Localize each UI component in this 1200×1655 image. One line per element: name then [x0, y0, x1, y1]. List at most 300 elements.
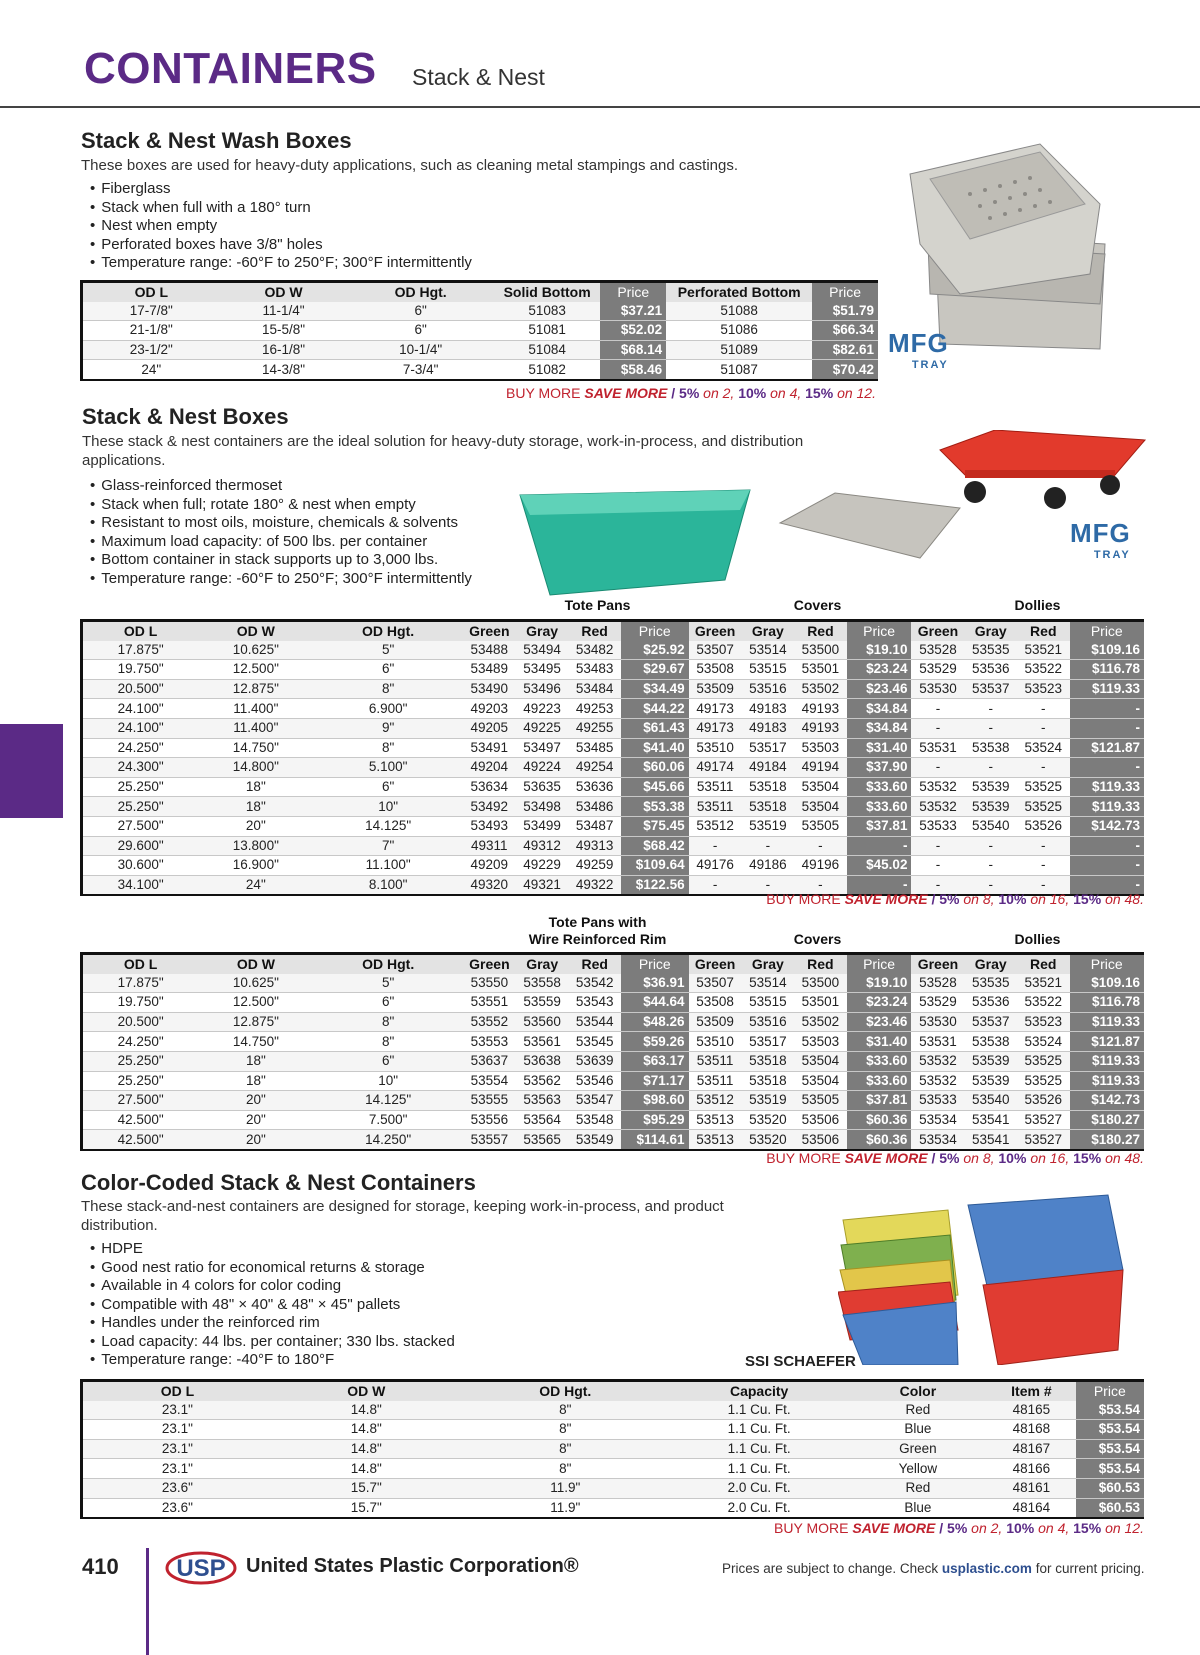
table-cell: 53503	[801, 739, 840, 755]
table-cell: -	[794, 875, 847, 895]
price-cell: $60.06	[621, 758, 689, 778]
table-cell: 23.6"	[161, 1499, 193, 1515]
table-cell: 53550	[463, 974, 516, 993]
mfg-tray-logo: MFG TRAY	[888, 328, 949, 371]
price-cell: $122.56	[621, 875, 689, 895]
price-cell: $45.02	[847, 856, 912, 876]
price-cell: $109.16	[1070, 641, 1144, 660]
table-cell: 53503	[801, 1033, 840, 1049]
table-cell: 53537	[964, 679, 1017, 699]
table-cell: 2.0 Cu. Ft.	[727, 1499, 791, 1515]
table-cell: 5.100"	[313, 758, 462, 778]
price-cell: $180.27	[1070, 1130, 1144, 1150]
table-cell: 16-1/8"	[220, 340, 348, 360]
group-covers: Covers	[793, 597, 842, 613]
table-cell: 53520	[742, 1130, 795, 1150]
column-header: Green	[689, 954, 742, 974]
price-cell: $75.45	[621, 816, 689, 836]
table-cell: 53515	[749, 661, 787, 677]
column-header: Gray	[516, 621, 569, 641]
table-row	[82, 816, 1145, 836]
table-row	[82, 1110, 1145, 1130]
table-cell: 53504	[794, 797, 847, 817]
price-cell: $44.64	[621, 993, 689, 1013]
table-cell: 53511	[696, 1072, 734, 1088]
table-cell: 21-1/8"	[129, 322, 173, 338]
table-cell: -	[1041, 857, 1046, 873]
table-cell: 49311	[463, 836, 516, 856]
table-cell: 53519	[749, 818, 787, 834]
table-cell: 53513	[696, 1112, 734, 1128]
header-rule	[0, 106, 1200, 108]
table-cell: 53485	[575, 739, 614, 755]
table-cell: 53499	[523, 818, 561, 834]
table-cell: 53541	[971, 1112, 1010, 1128]
price-cell: $33.60	[847, 777, 912, 797]
table-cell: 6"	[347, 302, 494, 321]
table-cell: 53540	[971, 818, 1010, 834]
table-cell: 53502	[794, 1012, 847, 1032]
table-cell: 53518	[749, 779, 787, 795]
table-cell: 11.9"	[550, 1499, 581, 1515]
table-cell: 8"	[461, 1401, 670, 1420]
pricing-note: Prices are subject to change. Check usplastic.com for current pricing.	[722, 1561, 1145, 1576]
table-row	[82, 1459, 1145, 1479]
price-cell: $116.78	[1070, 660, 1144, 680]
column-header: Green	[911, 621, 964, 641]
price-cell: -	[847, 875, 912, 895]
table-cell: 1.1 Cu. Ft.	[727, 1421, 791, 1437]
bullet: • Nest when empty	[90, 217, 472, 236]
table-cell: 42.500"	[117, 1112, 164, 1128]
bullet: • Available in 4 colors for color coding	[90, 1277, 455, 1296]
red-dolly-image	[935, 430, 1150, 515]
table-cell: 53505	[801, 818, 840, 834]
price-cell: $51.79	[812, 302, 878, 321]
table-cell: 17.875"	[82, 641, 199, 660]
table-cell: 53514	[742, 641, 795, 660]
svg-text:USP: USP	[176, 1555, 226, 1582]
table-cell: 53539	[971, 1072, 1010, 1088]
price-cell: $114.61	[621, 1130, 689, 1150]
table-cell: 53490	[463, 679, 516, 699]
table-cell: 6"	[414, 322, 427, 338]
table-cell: 8"	[313, 679, 462, 699]
table-cell: 12.500"	[232, 994, 279, 1010]
table-cell: 53534	[911, 1130, 964, 1150]
table-cell: 53554	[470, 1072, 509, 1088]
table-cell: 49205	[463, 718, 516, 738]
bullet: • Perforated boxes have 3/8" holes	[90, 236, 472, 255]
table-cell: 53542	[568, 974, 621, 993]
table-cell: 53538	[971, 1033, 1010, 1049]
table-cell: 14.8"	[350, 1421, 382, 1437]
column-header: Green	[463, 954, 516, 974]
page-subtitle: Stack & Nest	[412, 64, 545, 90]
table-cell: 49183	[742, 718, 795, 738]
price-cell: $31.40	[847, 738, 912, 758]
table-cell: 20"	[245, 1112, 266, 1128]
price-cell: $61.43	[621, 718, 689, 738]
table-row	[82, 1091, 1145, 1111]
table-cell: 53493	[470, 818, 509, 834]
table-row	[82, 1420, 1145, 1440]
table-cell: 53521	[1017, 641, 1070, 660]
table-row	[82, 302, 879, 321]
price-cell: $116.78	[1070, 993, 1144, 1013]
group-wire-1: Tote Pans with	[548, 914, 647, 930]
table-cell: 49173	[689, 718, 742, 738]
table-cell: 15.7"	[350, 1499, 382, 1515]
table-cell: 53531	[919, 1033, 957, 1049]
table-cell: 14.800"	[198, 758, 313, 778]
table-cell: 23.1"	[82, 1439, 272, 1459]
table-cell: 1.1 Cu. Ft.	[727, 1460, 791, 1476]
price-cell: $119.33	[1070, 679, 1144, 699]
table-cell: 29.600"	[82, 836, 199, 856]
column-header: Red	[794, 954, 847, 974]
table-cell: 53487	[575, 818, 614, 834]
table-row	[82, 856, 1145, 876]
price-cell: $60.53	[1076, 1498, 1144, 1518]
table-cell: 51086	[720, 322, 758, 338]
price-cell: $119.33	[1070, 797, 1144, 817]
bullet: • Compatible with 48" × 40" & 48" × 45" pallets	[90, 1296, 455, 1315]
table-cell: 5"	[313, 641, 462, 660]
table-cell: 53514	[742, 974, 795, 993]
footer-rule	[146, 1548, 149, 1655]
table-cell: 53562	[523, 1072, 561, 1088]
price-cell: $53.54	[1076, 1459, 1144, 1479]
table-cell: 53502	[794, 679, 847, 699]
column-header: OD W	[198, 621, 313, 641]
table-cell: 53513	[689, 1130, 742, 1150]
table-cell: 53489	[470, 661, 509, 677]
table-cell: 53529	[919, 661, 957, 677]
price-cell: $48.26	[621, 1012, 689, 1032]
table-cell: 49193	[801, 700, 840, 716]
column-header: Red	[794, 621, 847, 641]
table-cell: 53522	[1024, 661, 1063, 677]
price-cell: $31.40	[847, 1032, 912, 1052]
table-cell: Blue	[904, 1421, 932, 1437]
table-cell: 53527	[1017, 1130, 1070, 1150]
price-cell: $121.87	[1070, 738, 1144, 758]
price-cell: $70.42	[812, 360, 878, 380]
table-cell: 49176	[696, 857, 734, 873]
table-cell: 51084	[494, 340, 600, 360]
table-cell: 49320	[463, 875, 516, 895]
table-cell: 53522	[1024, 994, 1063, 1010]
column-header: Price	[1070, 954, 1144, 974]
table-cell: 14.8"	[272, 1401, 461, 1420]
table-cell: 49312	[516, 836, 569, 856]
table-cell: 23.1"	[82, 1401, 272, 1420]
price-cell: $142.73	[1070, 816, 1144, 836]
table-row	[82, 1439, 1145, 1459]
table-cell: 53557	[463, 1130, 516, 1150]
price-cell: $53.54	[1076, 1401, 1144, 1420]
table-cell: 49229	[523, 857, 561, 873]
table-cell: 53492	[463, 797, 516, 817]
table-cell: Green	[849, 1439, 988, 1459]
price-cell: $33.60	[847, 1051, 912, 1071]
mfg-tray-logo-2: MFG TRAY	[1070, 518, 1131, 561]
table-cell: 23.1"	[161, 1421, 193, 1437]
price-cell: $60.53	[1076, 1478, 1144, 1498]
table-cell: 20"	[198, 1130, 313, 1150]
price-cell: $23.24	[847, 993, 912, 1013]
table-cell: 53636	[575, 779, 614, 795]
price-cell: $119.33	[1070, 777, 1144, 797]
table-cell: 49209	[470, 857, 509, 873]
table-cell: 18"	[198, 797, 313, 817]
table-cell: 53528	[911, 641, 964, 660]
price-cell: $98.60	[621, 1091, 689, 1111]
color-bullets	[90, 1240, 455, 1370]
table-cell: 24.250"	[117, 1033, 164, 1049]
table-cell: 53497	[523, 739, 561, 755]
table-cell: 49322	[568, 875, 621, 895]
table-cell: 53501	[801, 994, 840, 1010]
table-cell: 14.750"	[232, 739, 279, 755]
table-cell: 53536	[971, 994, 1010, 1010]
table-cell: 53532	[911, 1051, 964, 1071]
table-cell: 53537	[964, 1012, 1017, 1032]
bullet: • Resistant to most oils, moisture, chemicals & solvents	[90, 514, 472, 533]
table-cell: 53508	[696, 661, 734, 677]
table-cell: 53511	[689, 1051, 742, 1071]
table-row	[82, 360, 879, 380]
price-cell: $121.87	[1070, 1032, 1144, 1052]
table-cell: 7.500"	[368, 1112, 408, 1128]
table-cell: 53521	[1017, 974, 1070, 993]
table-cell: 15.7"	[272, 1478, 461, 1498]
price-cell: $36.91	[621, 974, 689, 993]
table-cell: 53488	[463, 641, 516, 660]
table-cell: 49186	[749, 857, 787, 873]
column-header: Green	[463, 621, 516, 641]
table-cell: 53558	[516, 974, 569, 993]
table-cell: 25.250"	[82, 797, 199, 817]
table-cell: 24.250"	[117, 739, 164, 755]
table-row	[82, 1498, 1145, 1518]
table-cell: 10"	[378, 1072, 399, 1088]
table-cell: Blue	[904, 1499, 932, 1515]
table-row	[82, 797, 1145, 817]
price-cell: -	[847, 836, 912, 856]
column-header: OD L	[82, 621, 199, 641]
price-cell: $53.54	[1076, 1420, 1144, 1440]
price-cell: $68.14	[600, 340, 666, 360]
table-cell: 20"	[245, 818, 266, 834]
table-cell: 30.600"	[117, 857, 164, 873]
table-cell: 49184	[742, 758, 795, 778]
price-cell: -	[1070, 718, 1144, 738]
table-cell: 48165	[987, 1401, 1075, 1420]
table-cell: -	[988, 857, 993, 873]
table-cell: 6"	[382, 994, 395, 1010]
table-cell: 49204	[463, 758, 516, 778]
table-cell: 53516	[742, 1012, 795, 1032]
table-cell: 53526	[1017, 1091, 1070, 1111]
table-cell: 20.500"	[82, 679, 199, 699]
table-cell: 8"	[559, 1460, 572, 1476]
table-cell: 53555	[463, 1091, 516, 1111]
price-cell: $109.16	[1070, 974, 1144, 993]
table-cell: 53531	[919, 739, 957, 755]
table-cell: 53532	[919, 1072, 957, 1088]
table-cell: 53500	[794, 641, 847, 660]
boxes-desc: These stack & nest containers are the ideal solution for heavy-duty storage, work-in-process, and distribution applications.	[82, 433, 804, 469]
table-cell: 25.250"	[82, 1051, 199, 1071]
color-title: Color-Coded Stack & Nest Containers	[81, 1170, 476, 1195]
wire-buy-more: BUY MORE SAVE MORE / 5% on 8, 10% on 16, 15% on 48.	[766, 1150, 1144, 1166]
table-cell: -	[988, 700, 993, 716]
table-cell: 53535	[964, 974, 1017, 993]
table-cell: 49223	[523, 700, 561, 716]
column-header: Price	[847, 954, 912, 974]
table-cell: 14.125"	[314, 1091, 463, 1111]
usp-logo	[165, 1550, 237, 1586]
table-cell: 53539	[971, 779, 1010, 795]
table-cell: -	[1017, 718, 1070, 738]
table-cell: -	[964, 718, 1017, 738]
price-cell: $44.22	[621, 699, 689, 719]
table-cell: 53512	[689, 1091, 742, 1111]
table-cell: 53527	[1024, 1112, 1063, 1128]
page-number: 410	[82, 1554, 119, 1579]
price-cell: $34.49	[621, 679, 689, 699]
price-cell: $119.33	[1070, 1071, 1144, 1091]
bullet: • Temperature range: -40°F to 180°F	[90, 1351, 455, 1370]
table-cell: 25.250"	[117, 779, 164, 795]
price-cell: $53.38	[621, 797, 689, 817]
table-row	[82, 340, 879, 360]
table-row	[82, 974, 1145, 993]
table-cell: 53538	[971, 739, 1010, 755]
table-cell: 53544	[568, 1012, 621, 1032]
table-cell: 19.750"	[117, 994, 164, 1010]
table-cell: 51082	[528, 361, 566, 377]
table-cell: 17.875"	[82, 974, 199, 993]
table-cell: Red	[849, 1401, 988, 1420]
bullet: • HDPE	[90, 1240, 455, 1259]
table-cell: 53525	[1017, 1051, 1070, 1071]
table-cell: 53536	[971, 661, 1010, 677]
wash-buy-more: BUY MORE SAVE MORE / 5% on 2, 10% on 4, 15% on 12.	[506, 385, 876, 401]
table-cell: 53559	[523, 994, 561, 1010]
table-cell: 53560	[516, 1012, 569, 1032]
section-tab	[0, 724, 63, 818]
column-header: Price	[621, 621, 689, 641]
table-cell: -	[689, 836, 742, 856]
table-cell: 10"	[313, 797, 462, 817]
table-cell: 53509	[689, 1012, 742, 1032]
group-dollies: Dollies	[1014, 597, 1061, 613]
table-cell: 19.750"	[117, 661, 164, 677]
price-cell: $68.42	[621, 836, 689, 856]
table-cell: -	[964, 836, 1017, 856]
table-cell: 49193	[794, 718, 847, 738]
table-cell: 23-1/2"	[82, 340, 220, 360]
table-cell: 53501	[801, 661, 840, 677]
price-cell: $37.90	[847, 758, 912, 778]
table-cell: 53556	[470, 1112, 509, 1128]
table-cell: 53511	[689, 797, 742, 817]
price-cell: $109.64	[621, 856, 689, 876]
table-cell: 49255	[568, 718, 621, 738]
bullet: • Stack when full with a 180° turn	[90, 199, 472, 218]
table-cell: 10.625"	[198, 641, 313, 660]
table-row	[82, 836, 1145, 856]
table-cell: 24.300"	[82, 758, 199, 778]
column-header: Red	[568, 954, 621, 974]
table-row	[82, 993, 1145, 1013]
table-cell: -	[935, 857, 941, 873]
column-header: Price	[847, 621, 912, 641]
price-cell: -	[1070, 758, 1144, 778]
table-cell: 53552	[463, 1012, 516, 1032]
bullet: • Maximum load capacity: of 500 lbs. per container	[90, 533, 472, 552]
table-cell: 12.500"	[232, 661, 279, 677]
price-cell: $23.24	[847, 660, 912, 680]
table-row	[82, 1012, 1145, 1032]
table-cell: 49173	[696, 700, 734, 716]
table-cell: 53526	[1024, 818, 1063, 834]
bullet: • Good nest ratio for economical returns & storage	[90, 1259, 455, 1278]
price-cell: $58.46	[600, 360, 666, 380]
table-cell: 7-3/4"	[402, 361, 439, 377]
bullet: • Load capacity: 44 lbs. per container; 330 lbs. stacked	[90, 1333, 455, 1352]
table-cell: 6"	[314, 1051, 463, 1071]
table-cell: 53507	[689, 974, 742, 993]
price-cell: $23.46	[847, 1012, 912, 1032]
group-wire-2: Wire Reinforced Rim	[528, 931, 667, 947]
table-row	[82, 660, 1145, 680]
table-row	[82, 1071, 1145, 1091]
table-cell: 53561	[523, 1033, 561, 1049]
table-cell: 1.1 Cu. Ft.	[670, 1439, 849, 1459]
price-cell: $71.17	[621, 1071, 689, 1091]
column-header: Green	[911, 954, 964, 974]
wash-bullets	[90, 180, 472, 273]
table-cell: 49194	[794, 758, 847, 778]
table-cell: 12.875"	[198, 679, 313, 699]
table-cell: 53564	[523, 1112, 561, 1128]
table-cell: 49183	[749, 700, 787, 716]
table-cell: 53551	[470, 994, 509, 1010]
column-header: Gray	[516, 954, 569, 974]
table-cell: 11.9"	[461, 1478, 670, 1498]
table-cell: 49224	[516, 758, 569, 778]
table-cell: 24.100"	[117, 700, 164, 716]
table-cell: 20.500"	[82, 1012, 199, 1032]
table-cell: 53486	[568, 797, 621, 817]
table-row	[82, 641, 1145, 660]
price-cell: $37.21	[600, 302, 666, 321]
boxes-table	[80, 619, 1144, 896]
table-cell: 53548	[575, 1112, 614, 1128]
table-cell: 17-7/8"	[82, 302, 220, 321]
boxes-buy-more: BUY MORE SAVE MORE / 5% on 8, 10% on 16, 15% on 48.	[766, 891, 1144, 907]
site-link[interactable]: usplastic.com	[941, 1561, 1032, 1576]
table-cell: 23.6"	[82, 1478, 272, 1498]
table-cell: 5"	[314, 974, 463, 993]
table-cell: 53543	[575, 994, 614, 1010]
price-cell: $52.02	[600, 321, 666, 341]
table-cell: 53533	[919, 818, 957, 834]
